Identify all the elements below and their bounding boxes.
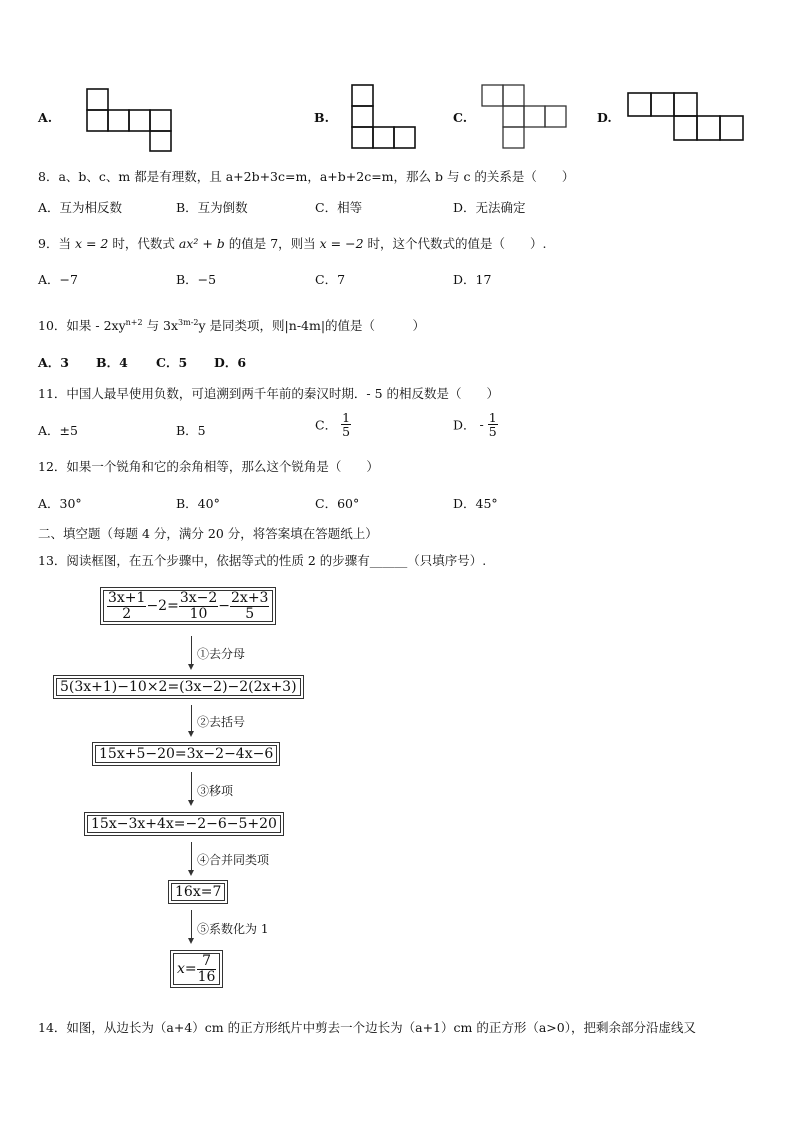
flow-arrow-5-head	[188, 938, 194, 944]
q10-stem	[38, 316, 425, 334]
fraction-numerator: 1	[342, 410, 351, 425]
q9-expression: ax² + b	[178, 236, 225, 251]
q9-stem-end: 时，这个代数式的值是（ ）.	[363, 236, 547, 251]
q10-stem-mid: 与 3x	[142, 318, 179, 333]
q7-option-c-label: C.	[453, 110, 468, 125]
fraction-numerator: 1	[488, 410, 497, 425]
flow-equation-3	[92, 742, 280, 766]
q14-stem: 14．如图，从边长为（a+4）cm 的正方形纸片中剪去一个边长为（a+1）cm 的正方形（a>0），把剩余部分沿虚线又	[38, 1020, 696, 1035]
eq2-text: 5(3x+1)−10×2=(3x−2)−2(2x+3)	[60, 679, 297, 695]
q11-option-c	[315, 411, 351, 438]
fraction-denominator: 5	[342, 424, 351, 440]
q8-stem: 8．a、b、c、m 都是有理数，且 a+2b+3c=m，a+b+2c=m，那么 b 与 c 的关系是（ ）	[38, 169, 575, 184]
step-label-2: ②去括号	[197, 715, 246, 729]
q12-option-b: B．40°	[176, 496, 220, 511]
fraction-denominator: 16	[197, 968, 216, 985]
q9-option-c: C．7	[315, 272, 346, 287]
q11-option-d-fraction	[488, 411, 498, 438]
q10-stem-end: y 是同类项，则|n-4m|的值是（ ）	[198, 318, 426, 333]
eq1-fraction-2	[179, 591, 218, 621]
flow-arrow-2-head	[188, 731, 194, 737]
q7-option-a-label: A.	[38, 110, 53, 125]
q7-option-d-label: D.	[597, 110, 612, 125]
q7-option-b-label: B.	[314, 110, 329, 125]
fraction-denominator: 10	[189, 605, 208, 622]
q11-option-c-label: C．	[315, 417, 338, 433]
flow-equation-5	[168, 880, 228, 904]
q9-stem	[38, 234, 547, 252]
flow-equation-4	[84, 812, 284, 836]
flow-equation-2	[53, 675, 304, 699]
q11-option-d-label: D．	[453, 417, 476, 433]
flow-equation-6	[170, 950, 223, 988]
q10-option-d: D．6	[214, 355, 247, 370]
flow-arrow-4-line	[191, 842, 192, 872]
q10-exponent-2: 3m-2	[178, 317, 199, 327]
q11-option-c-fraction	[341, 411, 351, 438]
flow-arrow-1-head	[188, 664, 194, 670]
q9-stem-mid: 时，代数式	[108, 236, 179, 251]
q10-option-c: C．5	[156, 355, 188, 370]
q11-option-a: A．±5	[38, 423, 78, 438]
eq6-lhs: x=	[177, 961, 197, 978]
fraction-denominator: 2	[122, 605, 132, 622]
q10-exponent-1: n+2	[125, 317, 143, 327]
step-label-3: ③移项	[197, 784, 234, 798]
eq5-text: 16x=7	[175, 884, 222, 900]
flow-arrow-2-line	[191, 705, 192, 733]
fraction-denominator: 5	[245, 605, 255, 622]
q10-stem-pre: 10．如果 - 2xy	[38, 318, 126, 333]
eq1-fraction-3	[230, 591, 269, 621]
q8-option-a: A．互为相反数	[38, 200, 123, 215]
section-title-fill-in: 二、填空题（每题 4 分，满分 20 分，将答案填在答题纸上）	[38, 526, 378, 541]
q7-option-c-net	[481, 84, 567, 150]
eq1-minus: −	[218, 598, 231, 615]
q11-stem: 11．中国人最早使用负数，可追溯到两千年前的秦汉时期．- 5 的相反数是（ ）	[38, 386, 500, 401]
flow-arrow-5-line	[191, 910, 192, 940]
q8-option-b: B．互为倒数	[176, 200, 248, 215]
q11-option-d	[453, 411, 498, 438]
q9-option-d: D．17	[453, 272, 492, 287]
q9-x-eq-neg2: x = −2	[319, 236, 364, 251]
q9-stem-pre: 9．当	[38, 236, 75, 251]
flow-arrow-3-head	[188, 800, 194, 806]
eq3-text: 15x+5−20=3x−2−4x−6	[99, 746, 274, 762]
fraction-numerator: 2x+3	[231, 590, 269, 606]
eq1-fraction-1	[107, 591, 146, 621]
q8-option-d: D．无法确定	[453, 200, 526, 215]
q10-option-b: B．4	[96, 355, 128, 370]
step-label-4: ④合并同类项	[197, 853, 270, 867]
q9-option-a: A．−7	[38, 272, 78, 287]
flow-arrow-1-line	[191, 636, 192, 666]
q10-option-a: A．3	[38, 355, 69, 370]
q12-stem: 12．如果一个锐角和它的余角相等，那么这个锐角是（ ）	[38, 459, 379, 474]
eq6-fraction	[197, 954, 217, 984]
eq4-text: 15x−3x+4x=−2−6−5+20	[91, 816, 277, 832]
q8-option-c: C．相等	[315, 200, 363, 215]
eq1-middle: −2=	[146, 598, 179, 615]
q11-option-b: B．5	[176, 423, 206, 438]
q9-option-b: B．−5	[176, 272, 217, 287]
q9-stem-mid2: 的值是 7，则当	[224, 236, 320, 251]
step-label-1: ①去分母	[197, 647, 246, 661]
flow-equation-1	[100, 587, 276, 625]
q12-option-d: D．45°	[453, 496, 498, 511]
flow-arrow-4-head	[188, 870, 194, 876]
fraction-numerator: 7	[197, 954, 217, 970]
q12-option-a: A．30°	[38, 496, 82, 511]
q12-option-c: C．60°	[315, 496, 360, 511]
q7-option-d-net	[627, 92, 745, 142]
q9-x-eq-2: x = 2	[74, 236, 109, 251]
q7-option-a-net	[86, 88, 174, 152]
flow-arrow-3-line	[191, 772, 192, 802]
fraction-numerator: 3x−2	[179, 590, 218, 606]
q13-stem: 13．阅读框图，在五个步骤中，依据等式的性质 2 的步骤有______（只填序号）.	[38, 553, 487, 568]
step-label-5: ⑤系数化为 1	[197, 922, 269, 936]
q7-option-b-net	[351, 84, 417, 150]
fraction-numerator: 3x+1	[108, 590, 146, 606]
fraction-denominator: 5	[488, 424, 497, 440]
negative-sign: -	[479, 417, 484, 433]
